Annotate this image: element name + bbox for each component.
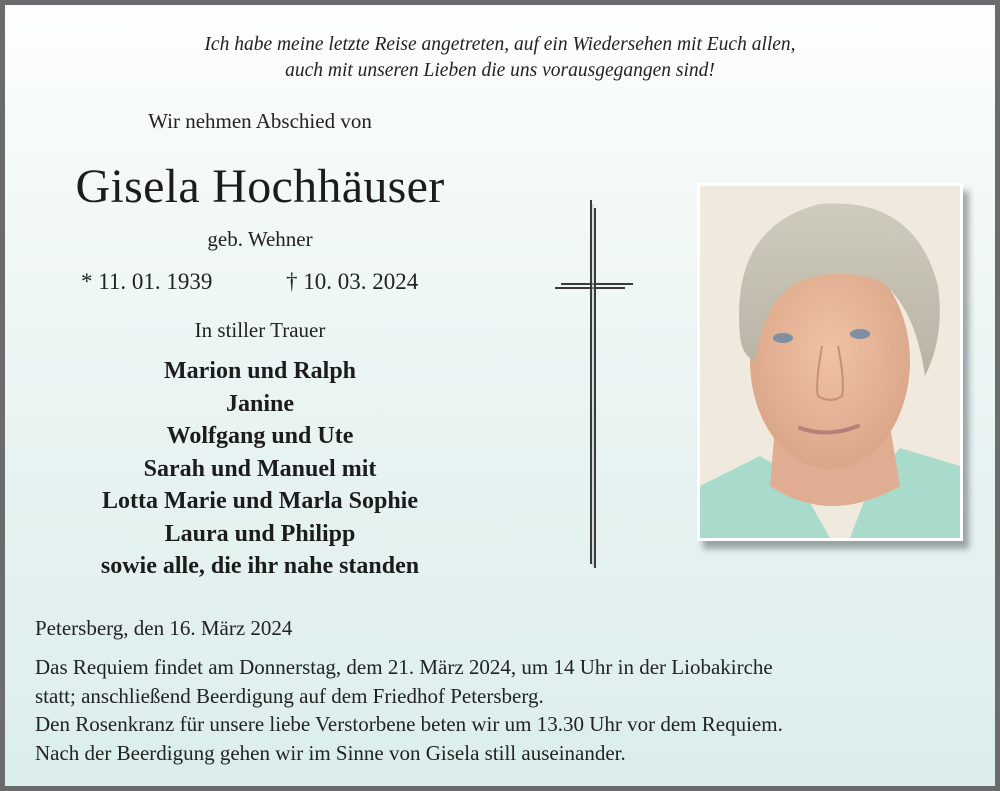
family-list [25,355,495,583]
portrait-illustration [700,186,960,538]
details-line: statt; anschließend Beerdigung auf dem Friedhof Petersberg. [35,683,544,708]
family-member: Sarah und Manuel mit [143,455,377,482]
family-member: Laura und Philipp [164,520,356,547]
birth-date: * 11. 01. 1939 [81,269,213,294]
deceased-name: Gisela Hochhäuser [75,160,445,213]
details-line: Das Requiem findet am Donnerstag, dem 21. März 2024, um 14 Uhr in der Liobakirche [35,655,773,679]
details-line: Nach der Beerdigung gehen wir im Sinne von Gisela still auseinander. [35,740,626,765]
cross-icon [553,198,643,568]
verse-line: auch mit unseren Lieben die uns vorausgegangen sind! [285,60,715,81]
funeral-details [35,653,975,767]
family-member: Wolfgang und Ute [166,423,354,449]
portrait-photo [700,186,960,538]
maiden-name: geb. Wehner [207,227,313,251]
place-and-date: Petersberg, den 16. März 2024 [35,616,293,640]
family-member: Janine [225,390,294,417]
portrait-frame [697,183,963,541]
mourning-line: In stiller Trauer [194,318,326,342]
death-date: † 10. 03. 2024 [286,269,419,294]
details-line: Den Rosenkranz für unsere liebe Verstorbene beten wir um 13.30 Uhr vor dem Requiem. [35,712,783,736]
family-member: sowie alle, die ihr nahe standen [100,553,420,579]
family-member: Lotta Marie und Marla Sophie [102,488,418,514]
family-member: Marion und Ralph [163,358,357,384]
memorial-verse [5,32,995,84]
obituary-card [5,5,995,786]
farewell-intro: Wir nehmen Abschied von [148,109,372,133]
verse-line: Ich habe meine letzte Reise angetreten, auf ein Wiedersehen mit Euch allen, [204,34,796,55]
